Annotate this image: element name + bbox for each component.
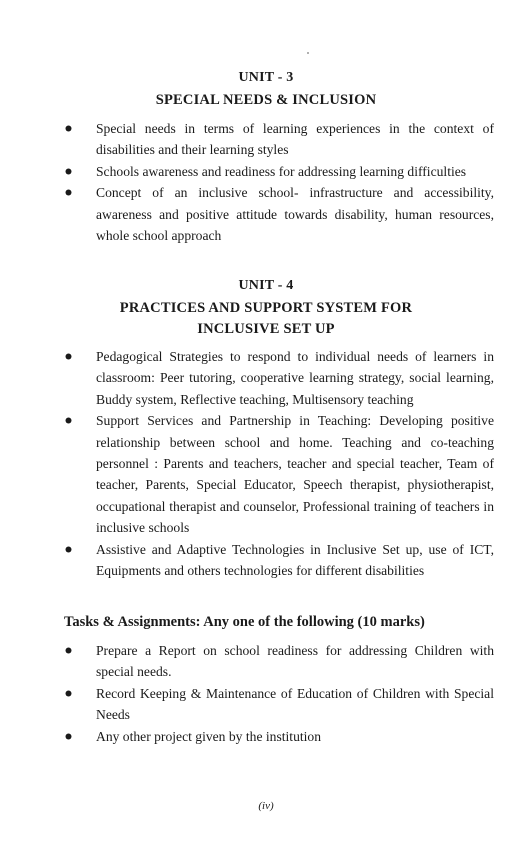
bullet-icon <box>63 640 73 661</box>
unit4-title-line2: INCLUSIVE SET UP <box>197 321 335 337</box>
unit3-title: SPECIAL NEEDS & INCLUSION <box>155 92 377 108</box>
list-item-text: Schools awareness and readiness for addressing learning difficulties <box>96 163 467 179</box>
list-item-text: Special needs in terms of learning experiences in the context of disabilities and their learning styles <box>96 121 494 158</box>
list-item <box>62 346 494 410</box>
unit4-title-line1: PRACTICES AND SUPPORT SYSTEM FOR <box>119 300 413 316</box>
list-item <box>62 182 494 246</box>
page-number: (iv) <box>258 800 274 812</box>
list-item <box>62 118 494 161</box>
list-item <box>62 539 494 582</box>
tasks-list <box>62 640 494 747</box>
bullet-icon <box>63 161 73 182</box>
scan-speck <box>307 52 309 54</box>
bullet-icon <box>63 346 73 367</box>
unit3-list <box>62 118 494 246</box>
list-item-text: Assistive and Adaptive Technologies in Inclusive Set up, use of ICT, Equipments and others technologies for different disabilities <box>96 541 494 579</box>
bullet-icon <box>63 118 73 139</box>
list-item <box>62 683 494 726</box>
list-item <box>62 161 494 182</box>
unit4-list <box>62 346 494 581</box>
list-item-text: Prepare a Report on school readiness for addressing Children with special needs. <box>96 643 494 680</box>
bullet-icon <box>63 410 73 431</box>
list-item-text: Pedagogical Strategies to respond to individual needs of learners in classroom: Peer tutoring, cooperative learning strategy, social learning, Buddy system, Reflective teaching, Multisensory teaching <box>96 349 494 407</box>
list-item-text: Any other project given by the institution <box>96 728 322 744</box>
unit4-label: UNIT - 4 <box>238 278 294 293</box>
tasks-heading: Tasks & Assignments: Any one of the following (10 marks) <box>64 614 425 630</box>
list-item-text: Support Services and Partnership in Teaching: Developing positive relationship between school and home. Teaching and co-teaching personnel : Parents and teachers, teacher and special teacher, Team of teacher, Parents, Special Educator, Speech therapist, physiotherapist, occupational therapist and counselor, Professional training of teachers in inclusive schools <box>96 413 494 536</box>
unit3-label: UNIT - 3 <box>238 70 294 85</box>
bullet-icon <box>63 539 73 560</box>
list-item <box>62 410 494 538</box>
list-item <box>62 726 494 747</box>
list-item <box>62 640 494 683</box>
list-item-text: Record Keeping & Maintenance of Education of Children with Special Needs <box>96 685 494 723</box>
bullet-icon <box>63 683 73 704</box>
list-item-text: Concept of an inclusive school- infrastructure and accessibility, awareness and positive attitude towards disability, human resources, whole school approach <box>96 185 494 244</box>
bullet-icon <box>63 182 73 203</box>
bullet-icon <box>63 726 73 747</box>
